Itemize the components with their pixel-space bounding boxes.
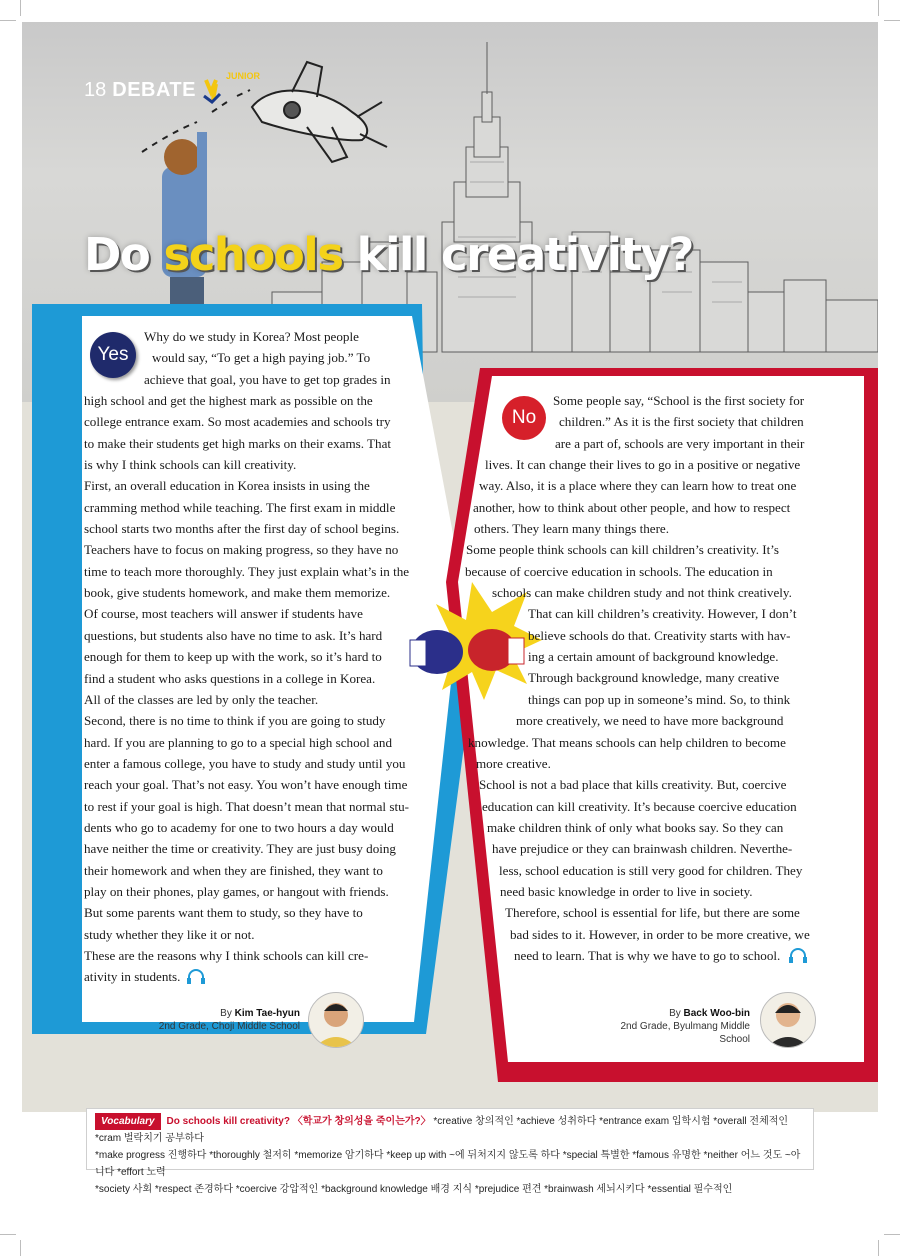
yes-text-line: their homework and when they are finished, they want to xyxy=(84,862,383,878)
no-text-line: schools can make children study and not think creatively. xyxy=(492,585,792,601)
yes-text-line: Teachers have to focus on making progress, so they have no xyxy=(84,542,399,558)
page-number: 18 xyxy=(84,78,107,101)
yes-author-avatar xyxy=(308,992,364,1048)
no-text-line: Some people think schools can kill children’s creativity. It’s xyxy=(466,542,779,558)
crop-mark xyxy=(0,20,16,21)
no-text-line: another, how to think about other people, and how to respect xyxy=(473,499,791,515)
yes-text-line: questions, but students also have no time to ask. It’s hard xyxy=(84,627,383,643)
crop-mark xyxy=(884,1234,900,1235)
yes-school: 2nd Grade, Choji Middle School xyxy=(158,1021,300,1032)
no-author: Back Woo-bin xyxy=(683,1008,750,1019)
yes-text-line: would say, “To get a high paying job.” To xyxy=(152,350,371,366)
no-text-line: That can kill children’s creativity. However, I don’t xyxy=(528,606,797,622)
crop-mark xyxy=(884,20,900,21)
crop-mark xyxy=(878,0,879,16)
yes-text-line: dents who go to academy for one to two hours a day would xyxy=(84,819,394,835)
no-text-line: Through background knowledge, many creative xyxy=(528,670,780,686)
vocabulary-line2: *make progress 진행하다 *thoroughly 철저히 *memorize 암기하다 *keep up with ~에 뒤처지지 않도록 하다 *special 특별한 *famous 유명한 *neither 어느 것도 ~아니다 *effort 노력 xyxy=(95,1150,801,1178)
yes-text-line: enter a famous college, you have to study and study until you xyxy=(84,755,406,771)
yes-text-line: college entrance exam. So most academies and schools try xyxy=(84,414,391,430)
yes-text-line: First, an overall education in Korea insists in using the xyxy=(84,478,370,494)
no-text-line: more creative. xyxy=(476,755,551,771)
yes-text-line: hard. If you are planning to go to a special high school and xyxy=(84,734,392,750)
crop-mark xyxy=(878,1240,879,1256)
headphones-icon xyxy=(788,947,808,963)
yes-text-line: Why do we study in Korea? Most people xyxy=(144,329,359,344)
vocabulary-tag: Vocabulary xyxy=(95,1113,161,1130)
vocabulary-title: Do schools kill creativity? 〈학교가 창의성을 죽이는가?〉 xyxy=(166,1116,431,1127)
no-text-line: believe schools do that. Creativity starts with hav- xyxy=(528,627,791,643)
yes-byline: By Kim Tae-hyun 2nd Grade, Choji Middle School xyxy=(150,1007,300,1033)
no-text-line: children.” As it is the first society that children xyxy=(559,414,804,430)
yes-text-line: school starts two months after the first day of school begins. xyxy=(84,521,400,537)
no-text-line: way. Also, it is a place where they can learn how to treat one xyxy=(479,478,797,494)
no-text-line: education can kill creativity. It’s because coercive education xyxy=(482,798,797,814)
no-text-line: less, school education is still very good for children. They xyxy=(499,862,803,878)
vocabulary-line3: *society 사회 *respect 존경하다 *coercive 강압적인 *background knowledge 배경 지식 *prejudice 편견 *brainwash 세뇌시키다 *essential 필수적인 xyxy=(95,1184,733,1195)
no-text-line: lives. It can change their lives to go in a positive or negative xyxy=(485,457,801,473)
yes-text-line: to make their students get high marks on their exams. That xyxy=(84,435,392,451)
no-text-line: have prejudice or they can brainwash children. Neverthe- xyxy=(492,841,793,857)
title-highlight: schools xyxy=(163,228,343,281)
yes-text-line: Of course, most teachers will answer if students have xyxy=(84,606,363,622)
no-school: 2nd Grade, Byulmang Middle School xyxy=(620,1021,750,1045)
crop-mark xyxy=(20,0,21,16)
yes-text-line: have neither the time or creativity. They are just busy doing xyxy=(84,841,396,857)
no-text-line: need to learn. That is why we have to go to school. xyxy=(514,947,781,963)
junior-badge: JUNIOR xyxy=(226,71,261,81)
no-text-line: Therefore, school is essential for life, but there are some xyxy=(505,905,800,921)
yes-text-line: achieve that goal, you have to get top grades in xyxy=(144,371,391,387)
article-title: Do schools kill creativity? xyxy=(84,228,693,281)
headphones-icon xyxy=(186,968,206,984)
no-text-line: because of coercive education in schools. The education in xyxy=(465,563,773,579)
crop-mark xyxy=(0,1234,16,1235)
yes-text-line: play on their phones, play games, or hangout with friends. xyxy=(84,883,389,899)
yes-text-line: high school and get the highest mark as possible on the xyxy=(84,393,373,409)
no-text-line: are a part of, schools are very important in their xyxy=(555,435,805,451)
yes-text-line: enough for them to keep up with the work, so it’s hard to xyxy=(84,649,382,665)
yes-text-line: ativity in students. xyxy=(84,969,181,985)
no-text-line: make children think of only what books say. So they can xyxy=(487,819,784,835)
no-badge: No xyxy=(502,396,546,440)
no-text-line: more creatively, we need to have more background xyxy=(516,713,784,729)
yes-text-line: But some parents want them to study, so they have to xyxy=(84,905,363,921)
yes-text-line: reach your goal. That’s not easy. You won’t have enough time xyxy=(84,777,408,793)
crop-mark xyxy=(20,1240,21,1256)
no-text-line: need basic knowledge in order to live in society. xyxy=(500,883,753,899)
yes-text-line: All of the classes are led by only the teacher. xyxy=(84,691,319,707)
no-byline: By Back Woo-bin 2nd Grade, Byulmang Middle School xyxy=(600,1007,750,1046)
yes-text-line: find a student who asks questions in a college in Korea. xyxy=(84,670,376,686)
no-author-avatar xyxy=(760,992,816,1048)
yes-text-line: book, give students homework, and make them memorize. xyxy=(84,585,391,601)
section-label: DEBATE xyxy=(112,78,196,101)
yes-text-line: Second, there is no time to think if you are going to study xyxy=(84,713,386,729)
yes-text-line: to rest if your goal is high. That doesn’t mean that normal stu- xyxy=(84,798,409,814)
no-text-line: others. They learn many things there. xyxy=(474,521,670,537)
yes-text-line: time to teach more thoroughly. They just explain what’s in the xyxy=(84,563,410,579)
no-text-line: ing a certain amount of background knowledge. xyxy=(528,649,779,665)
yes-text-line: These are the reasons why I think schools can kill cre- xyxy=(84,947,369,963)
no-text-line: Some people say, “School is the first society for xyxy=(553,393,805,408)
no-text-line: knowledge. That means schools can help children to become xyxy=(468,734,786,750)
yes-text-line: study whether they like it or not. xyxy=(84,926,255,942)
no-text-line: School is not a bad place that kills creativity. But, coercive xyxy=(479,777,787,793)
no-text-line: bad sides to it. However, in order to be more creative, we xyxy=(510,926,810,942)
yes-badge: Yes xyxy=(90,332,136,378)
magazine-page xyxy=(22,22,878,1234)
no-article-text xyxy=(22,390,810,966)
no-text-line: things can pop up in someone’s mind. So, to think xyxy=(528,691,791,707)
yes-text-line: cramming method while teaching. The first exam in middle xyxy=(84,499,396,515)
vocabulary-line1: *creative 창의적인 *achieve 성취하다 *entrance exam 입학시험 *overall 전체적인 *cram 벌락치기 공부하다 xyxy=(95,1116,789,1144)
vocabulary-box xyxy=(86,1108,814,1195)
yes-author: Kim Tae-hyun xyxy=(234,1008,300,1019)
yes-text-line: is why I think schools can kill creativity. xyxy=(84,457,297,473)
